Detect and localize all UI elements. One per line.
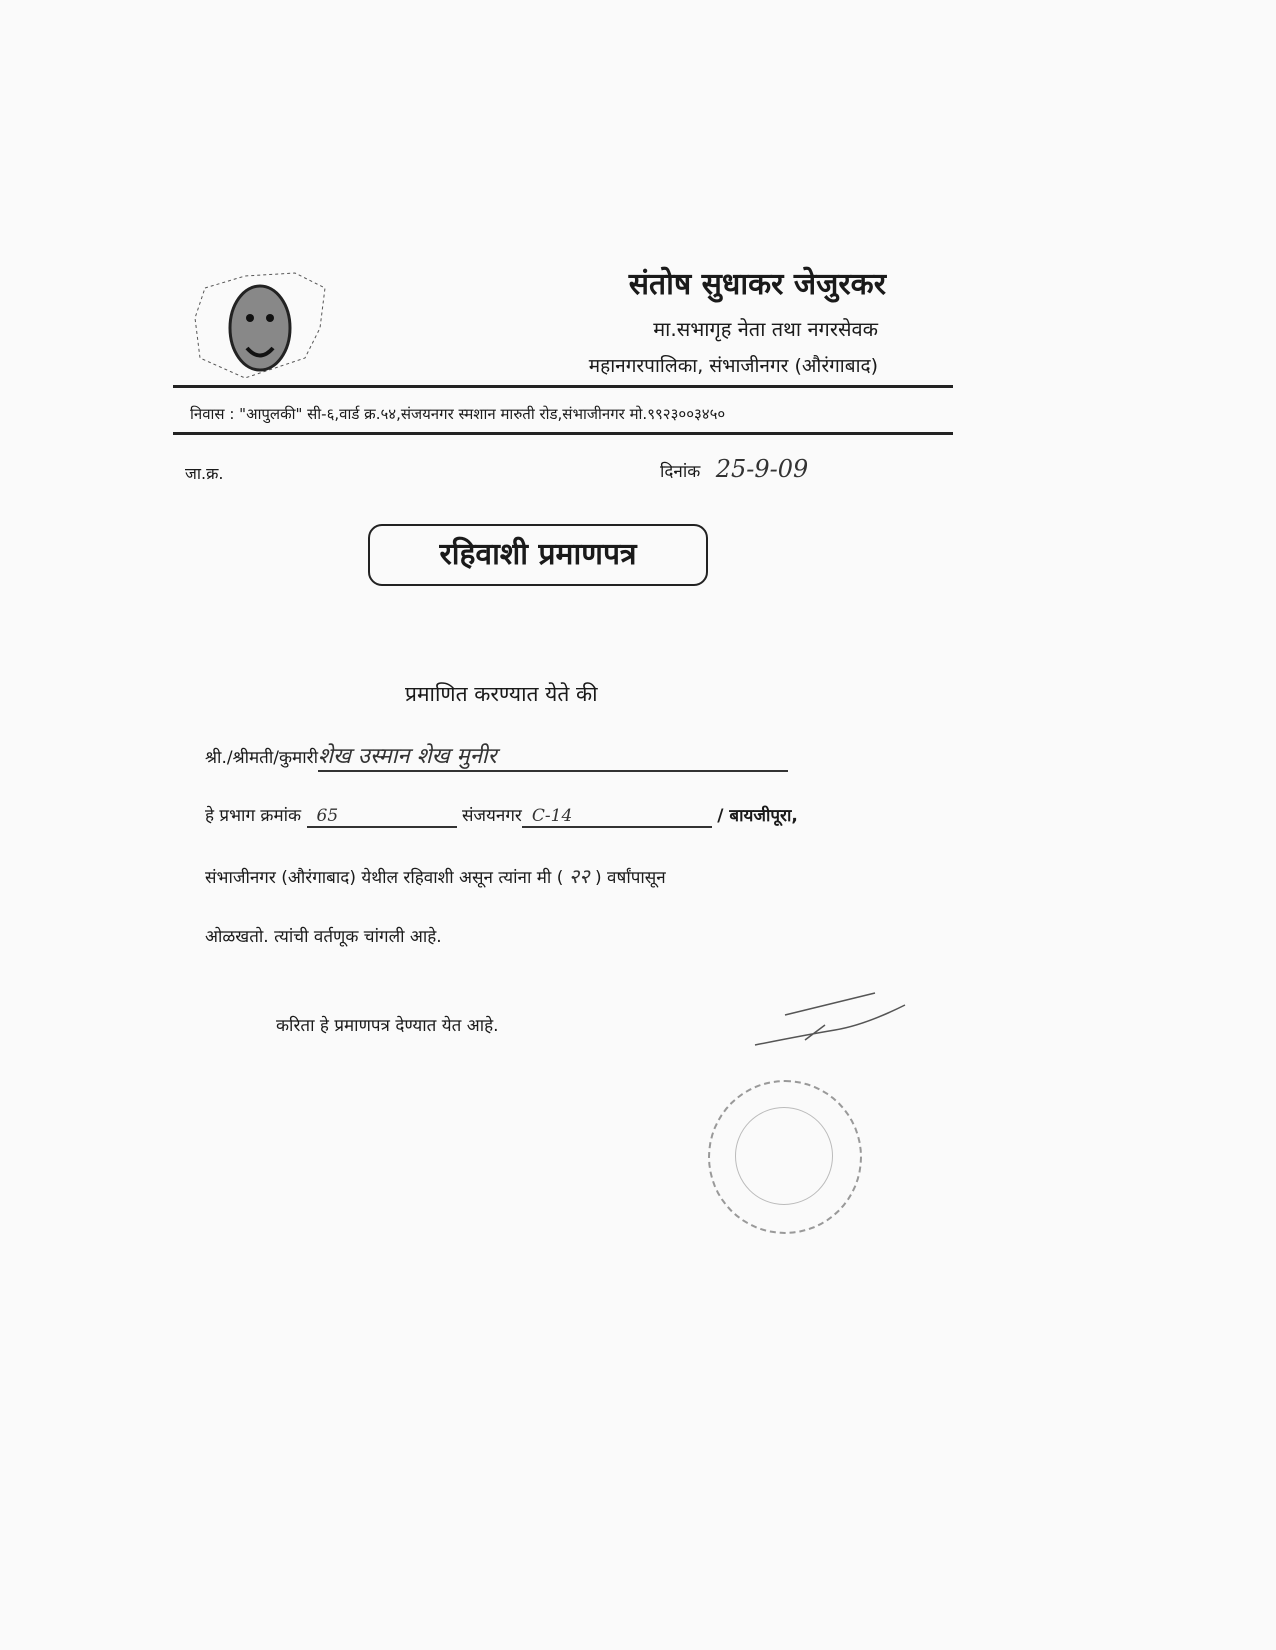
line-name — [205, 740, 788, 772]
letterhead-organization: महानगरपालिका, संभाजीनगर (औरंगाबाद) — [588, 355, 878, 377]
letterhead-designation: मा.सभागृह नेता तथा नगरसेवक — [653, 317, 878, 341]
conduct-text: ओळखतो. त्यांची वर्तणूक चांगली आहे. — [205, 927, 442, 947]
logo — [185, 268, 335, 386]
locality-label: / बायजीपूरा, — [717, 806, 798, 826]
official-stamp — [708, 1080, 862, 1234]
name-label: श्री./श्रीमती/कुमारी — [205, 748, 318, 768]
divider-bottom — [173, 432, 953, 435]
certificate-title: रहिवाशी प्रमाणपत्र — [368, 524, 708, 586]
area-value: C-14 — [522, 806, 712, 828]
years-text: ) वर्षांपासून — [595, 868, 666, 888]
closing-text: करिता हे प्रमाणपत्र देण्यात येत आहे. — [276, 1016, 499, 1036]
line-residence — [205, 862, 666, 889]
residence-text: संभाजीनगर (औरंगाबाद) येथील रहिवाशी असून त्यांना मी ( — [205, 868, 564, 888]
letterhead-name: संतोष सुधाकर जेजुरकर — [628, 267, 886, 302]
ward-value: 65 — [307, 806, 457, 828]
area-label: संजयनगर — [461, 806, 522, 826]
date-label: दिनांक — [660, 462, 701, 482]
signature — [745, 985, 915, 1059]
intro-text: प्रमाणित करण्यात येते की — [405, 682, 598, 706]
years-value: २२ — [568, 864, 590, 888]
ref-label: जा.क्र. — [185, 464, 224, 483]
date-value: 25-9-09 — [715, 455, 809, 483]
name-value: शेख उस्मान शेख मुनीर — [318, 740, 788, 772]
letterhead-address: निवास : "आपुलकी" सी-६,वार्ड क्र.५४,संजयनगर स्मशान मारुती रोड,संभाजीनगर मो.९९२३००३४५० — [190, 405, 726, 423]
divider-top — [173, 385, 953, 388]
line-ward — [205, 803, 798, 828]
date — [660, 455, 808, 483]
ward-label: हे प्रभाग क्रमांक — [205, 806, 302, 826]
